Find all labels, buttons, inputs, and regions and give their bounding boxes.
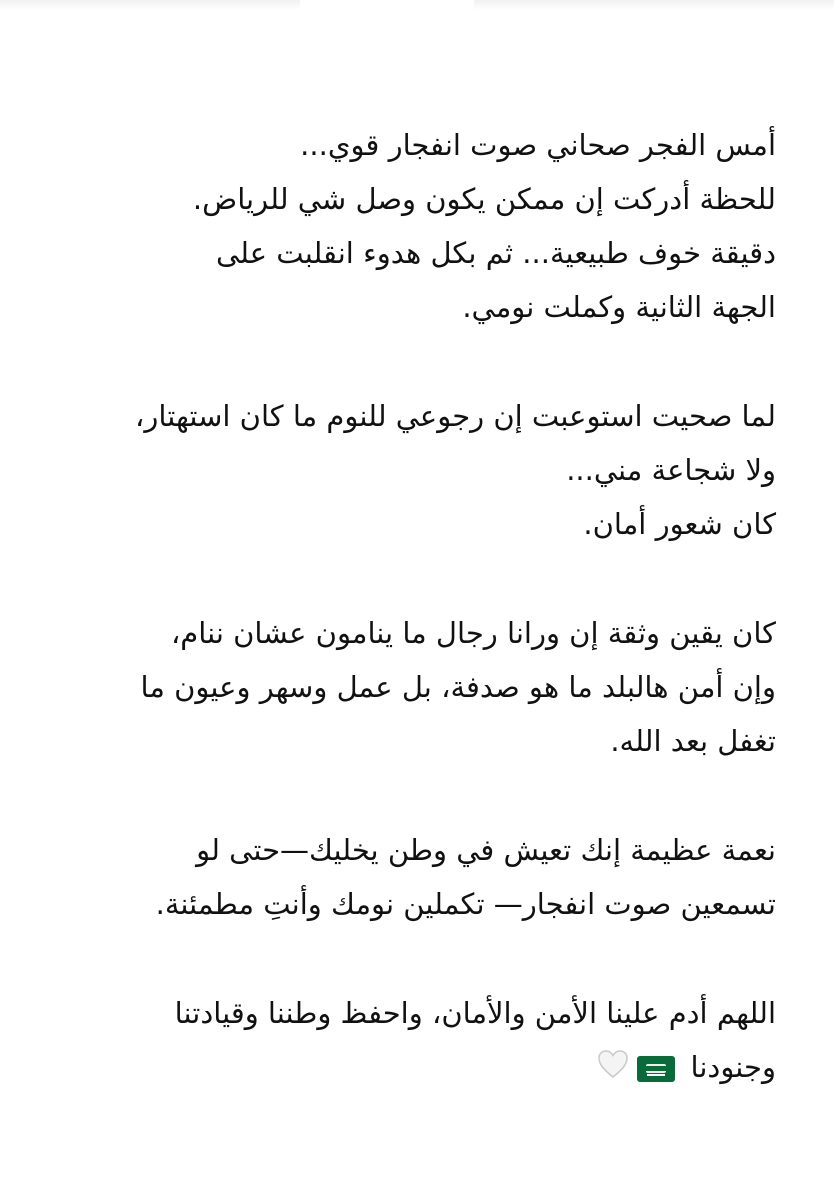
text-line: الجهة الثانية وكملت نومي. — [462, 290, 776, 324]
paragraph — [76, 389, 776, 551]
text-line: اللهم أدم علينا الأمن والأمان، واحفظ وطننا وقيادتنا — [174, 996, 776, 1030]
text-line: أمس الفجر صحاني صوت انفجار قوي... — [300, 128, 776, 162]
note-text — [76, 118, 776, 1151]
paragraph — [76, 823, 776, 931]
text-line: نعمة عظيمة إنك تعيش في وطن يخليك—حتى لو — [196, 833, 776, 867]
paragraph — [76, 606, 776, 768]
text-line: تغفل بعد الله. — [610, 724, 776, 758]
closing-line — [76, 1040, 776, 1096]
top-bar-left — [0, 0, 300, 10]
top-bar-right — [474, 0, 834, 10]
text-line: تسمعين صوت انفجار— تكملين نومك وأنتِ مطمئنة. — [155, 887, 776, 921]
text-line: ولا شجاعة مني... — [566, 453, 776, 487]
paragraph — [76, 118, 776, 334]
text-line: وإن أمن هالبلد ما هو صدفة، بل عمل وسهر وعيون ما — [140, 670, 776, 704]
closing-text: وجنودنا — [690, 1050, 776, 1084]
text-line: دقيقة خوف طبيعية... ثم بكل هدوء انقلبت على — [215, 236, 776, 270]
text-line: كان يقين وثقة إن ورانا رجال ما ينامون عشان ننام، — [170, 616, 776, 650]
saudi-flag-icon — [637, 1056, 675, 1082]
paragraph — [76, 986, 776, 1096]
white-heart-icon — [597, 1042, 629, 1096]
text-line: للحظة أدركت إن ممكن يكون وصل شي للرياض. — [192, 182, 776, 216]
text-line: لما صحيت استوعبت إن رجوعي للنوم ما كان استهتار، — [135, 399, 776, 433]
text-line: كان شعور أمان. — [583, 507, 776, 541]
